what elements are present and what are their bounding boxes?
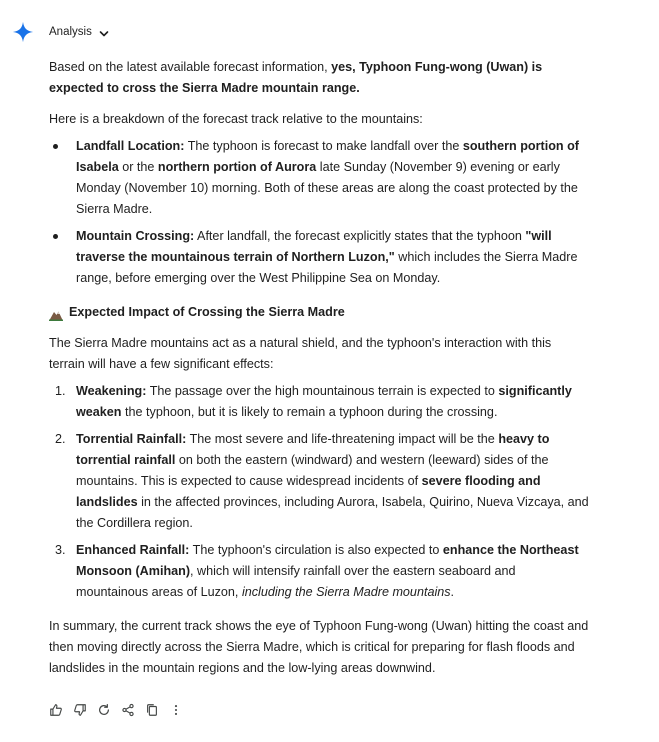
bullet-dot — [53, 234, 58, 239]
list-item: Mountain Crossing: After landfall, the forecast explicitly states that the typhoon "will traverse the mountainous terrain of Northern Luzon," which includes the Sierra Madre range, before emerging over the West Philippine Sea on Monday. — [49, 226, 589, 289]
more-options-icon[interactable] — [168, 702, 184, 718]
intro-paragraph: Based on the latest available forecast information, yes, Typhoon Fung-wong (Uwan) is expected to cross the Sierra Madre mountain range. — [49, 60, 543, 95]
chevron-down-icon[interactable] — [98, 26, 110, 38]
gemini-spark-icon — [12, 21, 34, 43]
breakdown-intro: Here is a breakdown of the forecast track relative to the mountains: — [49, 112, 423, 126]
response-actions-bar — [48, 702, 192, 718]
list-item: 3. Enhanced Rainfall: The typhoon's circulation is also expected to enhance the Northeast Monsoon (Amihan), which will intensify rainfall over the eastern seaboard and mountainous areas of Luzon, including the Sierra Madre mountains. — [55, 543, 579, 599]
thumbs-up-icon[interactable] — [48, 702, 64, 718]
analysis-label[interactable]: Analysis — [49, 25, 92, 38]
shield-paragraph: The Sierra Madre mountains act as a natural shield, and the typhoon's interaction with this terrain will have a few significant effects: — [49, 336, 552, 371]
list-item: 2. Torrential Rainfall: The most severe and life-threatening impact will be the heavy to torrential rainfall on both the eastern (windward) and western (leeward) sides of the mountains. This is expected to cause widespread incidents of severe flooding and landslides in the affected provinces, including Aurora, Isabela, Quirino, Nueva Vizcaya, and the Cordillera region. — [55, 432, 589, 530]
forecast-bullet-list — [49, 136, 589, 289]
copy-icon[interactable] — [144, 702, 160, 718]
section-heading: Expected Impact of Crossing the Sierra Madre — [49, 302, 589, 323]
response-header — [12, 20, 110, 44]
list-item: 1. Weakening: The passage over the high mountainous terrain is expected to significantly weaken the typhoon, but it is likely to remain a typhoon during the crossing. — [55, 384, 572, 419]
list-item: Landfall Location: The typhoon is forecast to make landfall over the southern portion of Isabela or the northern portion of Aurora late Sunday (November 9) evening or early Monday (November 10) morning. Both of these areas are along the coast protected by the Sierra Madre. — [49, 136, 589, 220]
mountain-icon — [49, 307, 63, 319]
summary-paragraph: In summary, the current track shows the eye of Typhoon Fung-wong (Uwan) hitting the coast and then moving directly across the Sierra Madre, which is critical for preparing for flash floods and landslides in the mountain regions and the low-lying areas downwind. — [49, 619, 589, 675]
response-body — [49, 57, 589, 679]
regenerate-icon[interactable] — [96, 702, 112, 718]
thumbs-down-icon[interactable] — [72, 702, 88, 718]
bullet-dot — [53, 144, 58, 149]
share-icon[interactable] — [120, 702, 136, 718]
effects-numbered-list — [49, 381, 589, 603]
